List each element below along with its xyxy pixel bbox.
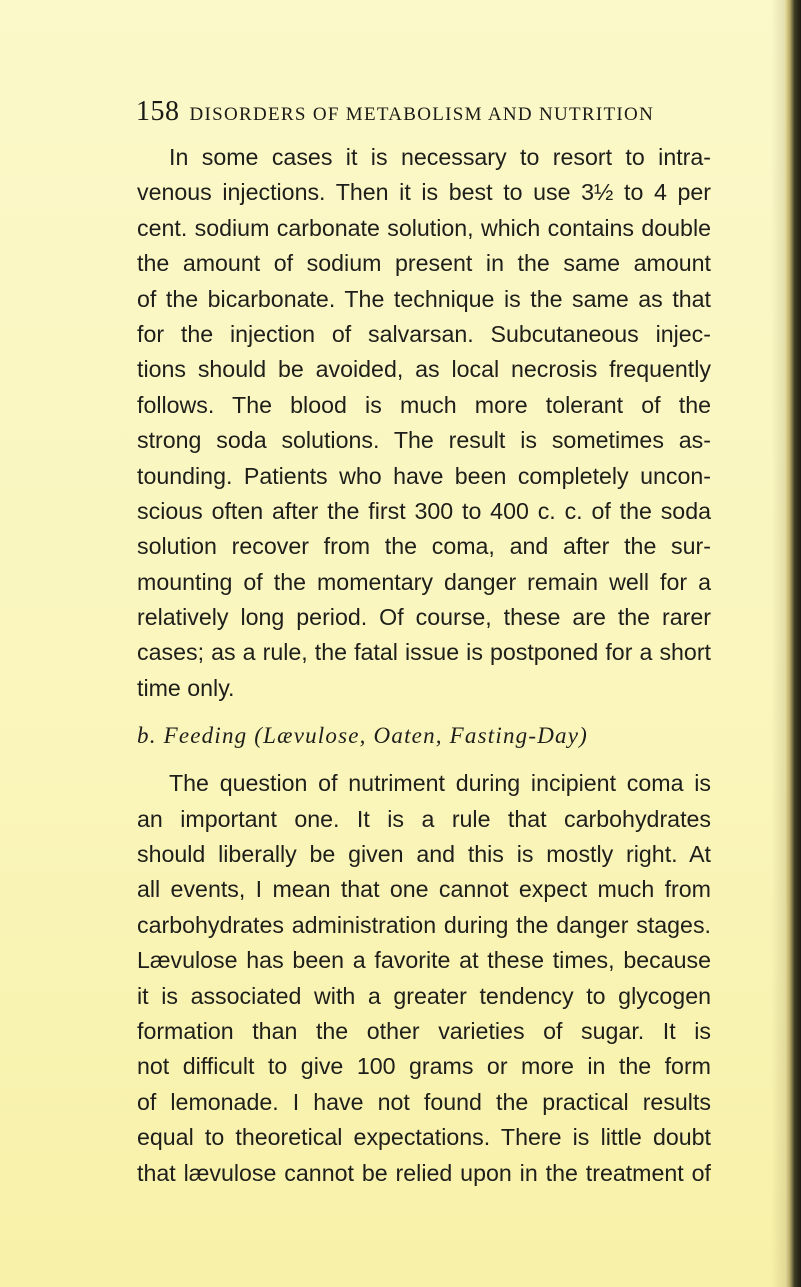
text-line: equal to theoretical expectations. There is little doubt: [137, 1124, 711, 1151]
text-line: all events, I mean that one cannot expect much from: [137, 876, 711, 903]
page-edge: [785, 0, 801, 1287]
text-line: it is associated with a greater tendency to glycogen: [137, 982, 711, 1009]
text-line: relatively long period. Of course, these are the rarer: [137, 604, 711, 631]
text-line: cases; as a rule, the fatal issue is postponed for a short: [137, 639, 711, 666]
text-line: mounting of the momentary danger remain well for a: [137, 568, 711, 595]
text-line: carbohydrates administration during the danger stages.: [137, 911, 711, 938]
text-line: should liberally be given and this is mostly right. At: [137, 841, 711, 868]
text-line: of the bicarbonate. The technique is the same as that: [137, 285, 711, 312]
body-text: [137, 140, 711, 1191]
paragraph: [137, 766, 711, 1191]
text-line: of lemonade. I have not found the practical results: [137, 1088, 711, 1115]
text-line: that lævulose cannot be relied upon in the treatment of: [137, 1159, 711, 1186]
text-line: In some cases it is necessary to resort to intra-: [169, 144, 711, 170]
text-line: tounding. Patients who have been completely uncon-: [137, 462, 711, 489]
text-line: an important one. It is a rule that carbohydrates: [137, 805, 711, 832]
running-title: DISORDERS OF METABOLISM AND NUTRITION: [189, 104, 655, 125]
text-line: venous injections. Then it is best to use 3½ to 4 per: [137, 179, 711, 206]
text-line: not difficult to give 100 grams or more in the form: [137, 1053, 711, 1080]
running-header: [136, 96, 696, 128]
paragraph: [137, 140, 711, 706]
text-line: solution recover from the coma, and after the sur-: [137, 533, 711, 560]
text-line: tions should be avoided, as local necrosis frequently: [137, 356, 711, 383]
section-subheading: b. Feeding (Lævulose, Oaten, Fasting-Day): [137, 723, 588, 749]
binding-shadow: [771, 0, 785, 1287]
text-line: follows. The blood is much more tolerant of the: [137, 391, 711, 418]
text-line: The question of nutriment during incipient coma is: [169, 770, 711, 797]
text-line: formation than the other varieties of sugar. It is: [137, 1017, 711, 1044]
text-line: for the injection of salvarsan. Subcutaneous injec-: [137, 320, 711, 347]
text-line: time only.: [137, 674, 235, 701]
text-line: strong soda solutions. The result is sometimes as-: [137, 427, 711, 454]
text-line: Lævulose has been a favorite at these times, because: [137, 947, 711, 974]
text-line: scious often after the first 300 to 400 c. c. of the soda: [137, 497, 711, 524]
text-line: cent. sodium carbonate solution, which contains double: [137, 214, 711, 241]
text-line: the amount of sodium present in the same amount: [137, 250, 711, 277]
page-number: 158: [136, 96, 180, 127]
